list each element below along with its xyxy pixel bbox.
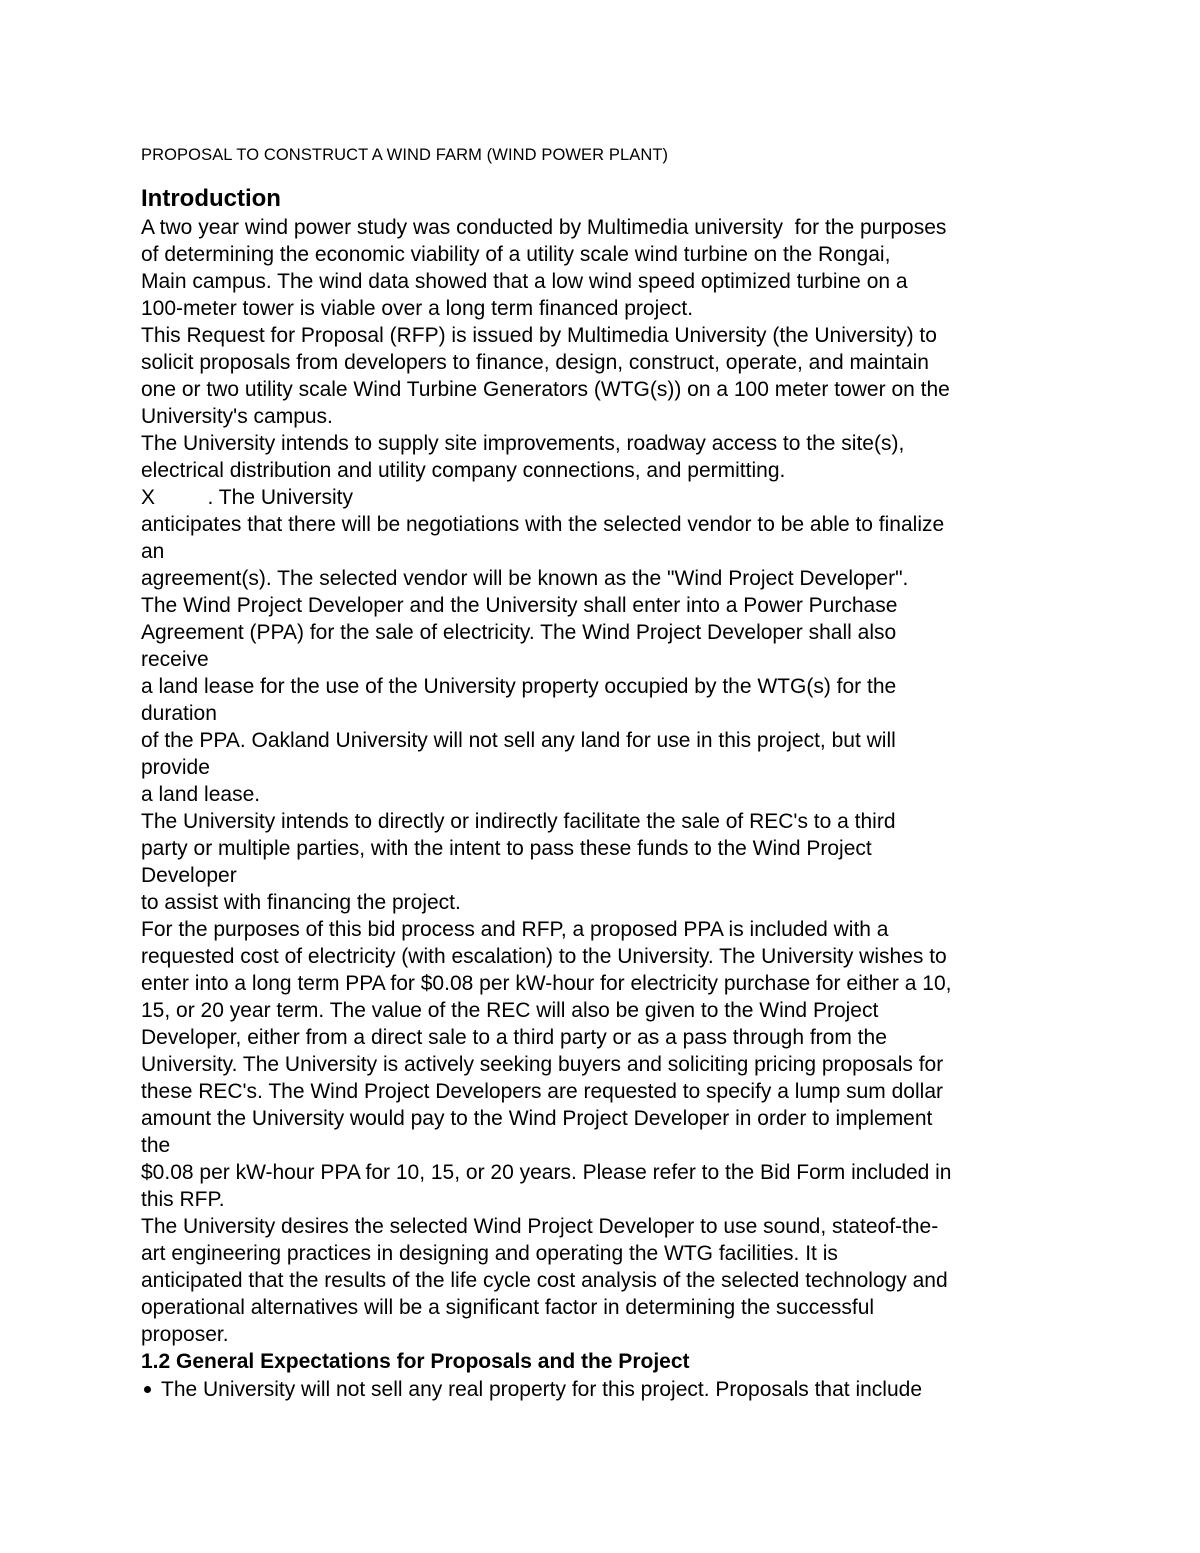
text-line: The University desires the selected Wind Project Developer to use sound, stateof-the-	[141, 1215, 939, 1238]
text-line: this RFP.	[141, 1188, 225, 1211]
text-line: This Request for Proposal (RFP) is issued by Multimedia University (the University) to	[141, 324, 937, 347]
document-title: PROPOSAL TO CONSTRUCT A WIND FARM (WIND POWER PLANT)	[141, 146, 669, 164]
text-line: University. The University is actively seeking buyers and soliciting pricing proposals for	[141, 1053, 944, 1076]
text-line: The University intends to directly or indirectly facilitate the sale of REC's to a third	[141, 810, 896, 833]
text-line: amount the University would pay to the Wind Project Developer in order to implement	[141, 1107, 933, 1130]
text-line: The Wind Project Developer and the University shall enter into a Power Purchase	[141, 594, 898, 617]
text-line: one or two utility scale Wind Turbine Generators (WTG(s)) on a 100 meter tower on the	[141, 378, 950, 401]
text-line: operational alternatives will be a significant factor in determining the successful	[141, 1296, 875, 1319]
bullet-text: The University will not sell any real property for this project. Proposals that include	[161, 1378, 923, 1401]
text-line: party or multiple parties, with the intent to pass these funds to the Wind Project	[141, 837, 872, 860]
text-line: proposer.	[141, 1323, 229, 1346]
text-line: receive	[141, 648, 209, 671]
text-line: X . The University	[141, 486, 354, 509]
introduction-heading: Introduction	[141, 185, 281, 212]
text-line: 100-meter tower is viable over a long term financed project.	[141, 297, 694, 320]
text-line: solicit proposals from developers to finance, design, construct, operate, and maintain	[141, 351, 929, 374]
text-line: the	[141, 1134, 171, 1157]
bullet-item	[141, 1376, 1141, 1403]
text-line: Main campus. The wind data showed that a low wind speed optimized turbine on a	[141, 270, 908, 293]
text-line: a land lease.	[141, 783, 261, 806]
text-line: Developer, either from a direct sale to a third party or as a pass through from the	[141, 1026, 887, 1049]
text-line: 15, or 20 year term. The value of the REC will also be given to the Wind Project	[141, 999, 879, 1022]
text-line: duration	[141, 702, 217, 725]
text-line: anticipated that the results of the life cycle cost analysis of the selected technology and	[141, 1269, 948, 1292]
section-heading: 1.2 General Expectations for Proposals and the Project	[141, 1350, 690, 1373]
bullet-icon	[144, 1386, 151, 1393]
text-line: University's campus.	[141, 405, 333, 428]
text-line: Developer	[141, 864, 237, 887]
text-line: these REC's. The Wind Project Developers are requested to specify a lump sum dollar	[141, 1080, 943, 1103]
text-line: For the purposes of this bid process and RFP, a proposed PPA is included with a	[141, 918, 889, 941]
text-line: requested cost of electricity (with escalation) to the University. The University wishes to	[141, 945, 947, 968]
text-line: an	[141, 540, 165, 563]
text-line: $0.08 per kW-hour PPA for 10, 15, or 20 years. Please refer to the Bid Form included in	[141, 1161, 952, 1184]
document-body	[141, 184, 1141, 1403]
text-line: of the PPA. Oakland University will not sell any land for use in this project, but will	[141, 729, 896, 752]
text-line: The University intends to supply site improvements, roadway access to the site(s),	[141, 432, 905, 455]
text-line: of determining the economic viability of a utility scale wind turbine on the Rongai,	[141, 243, 891, 266]
text-line: anticipates that there will be negotiations with the selected vendor to be able to finalize	[141, 513, 945, 536]
text-line: enter into a long term PPA for $0.08 per kW-hour for electricity purchase for either a 10,	[141, 972, 952, 995]
text-line: electrical distribution and utility company connections, and permitting.	[141, 459, 786, 482]
text-line: a land lease for the use of the University property occupied by the WTG(s) for the	[141, 675, 897, 698]
introduction-text	[141, 214, 1141, 1348]
text-line: art engineering practices in designing and operating the WTG facilities. It is	[141, 1242, 838, 1265]
text-line: to assist with financing the project.	[141, 891, 461, 914]
text-line: A two year wind power study was conducted by Multimedia university for the purposes	[141, 216, 947, 239]
text-line: provide	[141, 756, 210, 779]
text-line: Agreement (PPA) for the sale of electricity. The Wind Project Developer shall also	[141, 621, 897, 644]
text-line: agreement(s). The selected vendor will be known as the "Wind Project Developer".	[141, 567, 909, 590]
